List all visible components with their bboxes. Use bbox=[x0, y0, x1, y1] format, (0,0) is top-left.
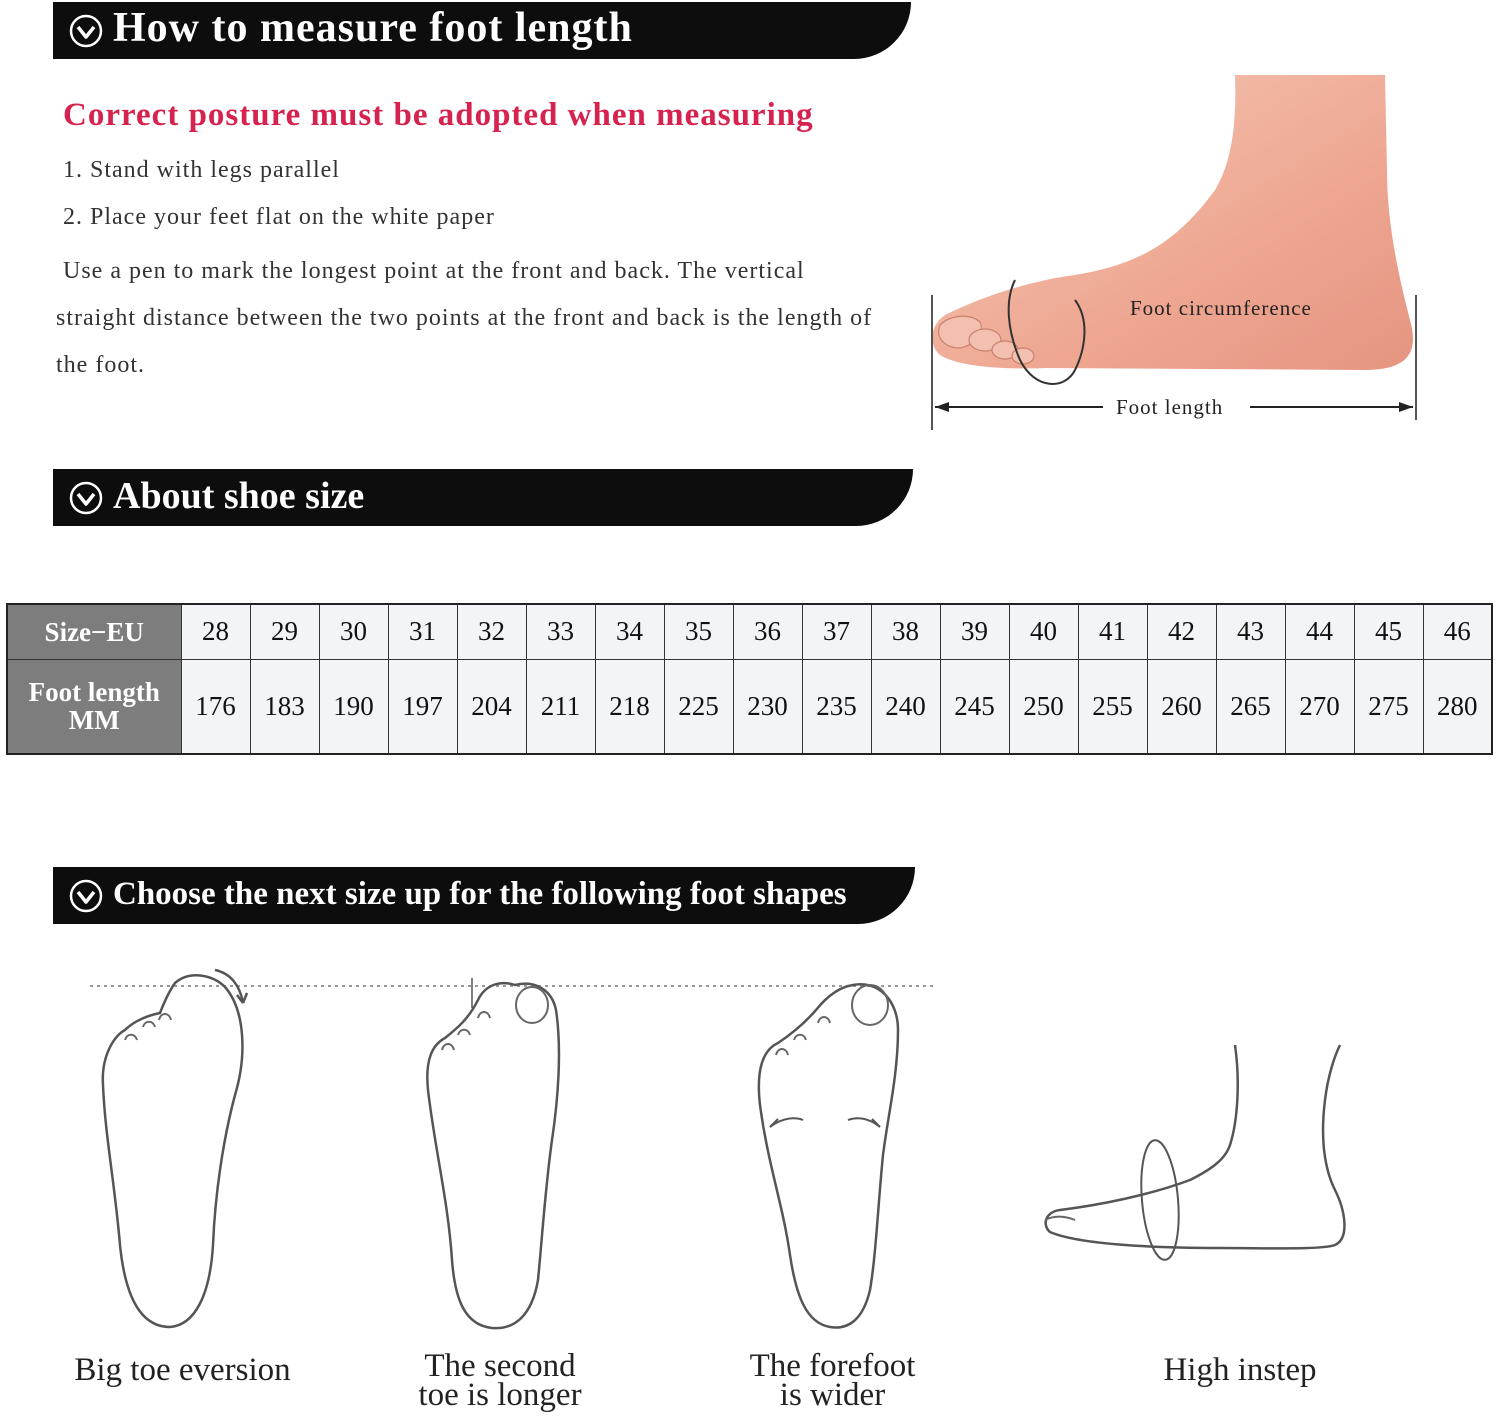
section-banner-measure bbox=[53, 2, 911, 59]
foot-length-cell: 240 bbox=[871, 659, 940, 754]
big-toe-eversion-sketch bbox=[95, 965, 255, 1335]
row-header-foot-length bbox=[7, 659, 181, 754]
foot-length-cell: 255 bbox=[1078, 659, 1147, 754]
size-eu-cell: 37 bbox=[802, 604, 871, 659]
foot-measurement-illustration bbox=[925, 70, 1425, 435]
size-chart-table bbox=[6, 603, 1493, 755]
foot-length-cell: 225 bbox=[664, 659, 733, 754]
size-eu-cell: 31 bbox=[388, 604, 457, 659]
size-eu-cell: 41 bbox=[1078, 604, 1147, 659]
row-header-line2: MM bbox=[68, 705, 120, 736]
foot-length-cell: 218 bbox=[595, 659, 664, 754]
foot-length-cell: 190 bbox=[319, 659, 388, 754]
foot-circumference-label: Foot circumference bbox=[1130, 296, 1312, 320]
caption-line: High instep bbox=[1163, 1352, 1317, 1388]
caption-line: The forefoot bbox=[749, 1348, 916, 1384]
size-eu-cell: 30 bbox=[319, 604, 388, 659]
section-title: About shoe size bbox=[113, 475, 365, 517]
size-eu-cell: 46 bbox=[1423, 604, 1492, 659]
foot-length-cell: 230 bbox=[733, 659, 802, 754]
chevron-down-circle-icon bbox=[69, 481, 103, 515]
foot-length-cell: 275 bbox=[1354, 659, 1423, 754]
high-instep-sketch bbox=[1040, 1040, 1350, 1265]
foot-length-cell: 204 bbox=[457, 659, 526, 754]
foot-length-label: Foot length bbox=[1116, 395, 1224, 419]
caption-high-instep bbox=[1130, 1352, 1350, 1388]
section-banner-foot-shapes bbox=[53, 867, 915, 924]
posture-heading: Correct posture must be adopted when measuring bbox=[63, 97, 814, 133]
table-row-foot-length bbox=[7, 659, 1492, 754]
table-row-size-eu bbox=[7, 604, 1492, 659]
size-eu-cell: 39 bbox=[940, 604, 1009, 659]
measure-paragraph: Use a pen to mark the longest point at the front and back. The vertical straight distance between the two points at the front and back is the length of the foot. bbox=[56, 258, 873, 378]
step-2: 2. Place your feet flat on the white paper bbox=[63, 204, 495, 230]
step-1: 1. Stand with legs parallel bbox=[63, 157, 340, 183]
foot-length-cell: 280 bbox=[1423, 659, 1492, 754]
foot-length-cell: 176 bbox=[181, 659, 250, 754]
foot-length-cell: 265 bbox=[1216, 659, 1285, 754]
foot-length-cell: 245 bbox=[940, 659, 1009, 754]
foot-length-cell: 270 bbox=[1285, 659, 1354, 754]
second-toe-longer-sketch bbox=[420, 970, 570, 1335]
foot-length-cell: 211 bbox=[526, 659, 595, 754]
size-eu-cell: 34 bbox=[595, 604, 664, 659]
size-eu-cell: 36 bbox=[733, 604, 802, 659]
caption-line: toe is longer bbox=[418, 1377, 582, 1413]
size-eu-cell: 33 bbox=[526, 604, 595, 659]
size-eu-cell: 38 bbox=[871, 604, 940, 659]
section-title: How to measure foot length bbox=[113, 5, 633, 51]
size-eu-cell: 32 bbox=[457, 604, 526, 659]
size-eu-cell: 44 bbox=[1285, 604, 1354, 659]
caption-line: is wider bbox=[779, 1377, 886, 1413]
foot-length-cell: 235 bbox=[802, 659, 871, 754]
size-eu-cell: 43 bbox=[1216, 604, 1285, 659]
caption-line: The second bbox=[424, 1348, 576, 1384]
caption-second-toe-longer bbox=[385, 1348, 615, 1413]
section-title: Choose the next size up for the following foot shapes bbox=[113, 876, 847, 912]
foot-length-cell: 260 bbox=[1147, 659, 1216, 754]
caption-line: Big toe eversion bbox=[74, 1352, 291, 1388]
section-banner-size bbox=[53, 469, 913, 526]
forefoot-wider-sketch bbox=[748, 975, 903, 1335]
size-eu-cell: 40 bbox=[1009, 604, 1078, 659]
size-eu-cell: 45 bbox=[1354, 604, 1423, 659]
caption-big-toe-eversion bbox=[55, 1352, 310, 1388]
chevron-down-circle-icon bbox=[69, 879, 103, 913]
size-eu-cell: 42 bbox=[1147, 604, 1216, 659]
foot-length-cell: 197 bbox=[388, 659, 457, 754]
foot-length-cell: 183 bbox=[250, 659, 319, 754]
row-header-line1: Foot length bbox=[28, 677, 160, 708]
foot-length-cell: 250 bbox=[1009, 659, 1078, 754]
size-eu-cell: 29 bbox=[250, 604, 319, 659]
row-header-size-eu: Size−EU bbox=[7, 604, 181, 659]
size-eu-cell: 28 bbox=[181, 604, 250, 659]
caption-forefoot-wider bbox=[720, 1348, 945, 1413]
size-eu-cell: 35 bbox=[664, 604, 733, 659]
chevron-down-circle-icon bbox=[69, 14, 103, 48]
